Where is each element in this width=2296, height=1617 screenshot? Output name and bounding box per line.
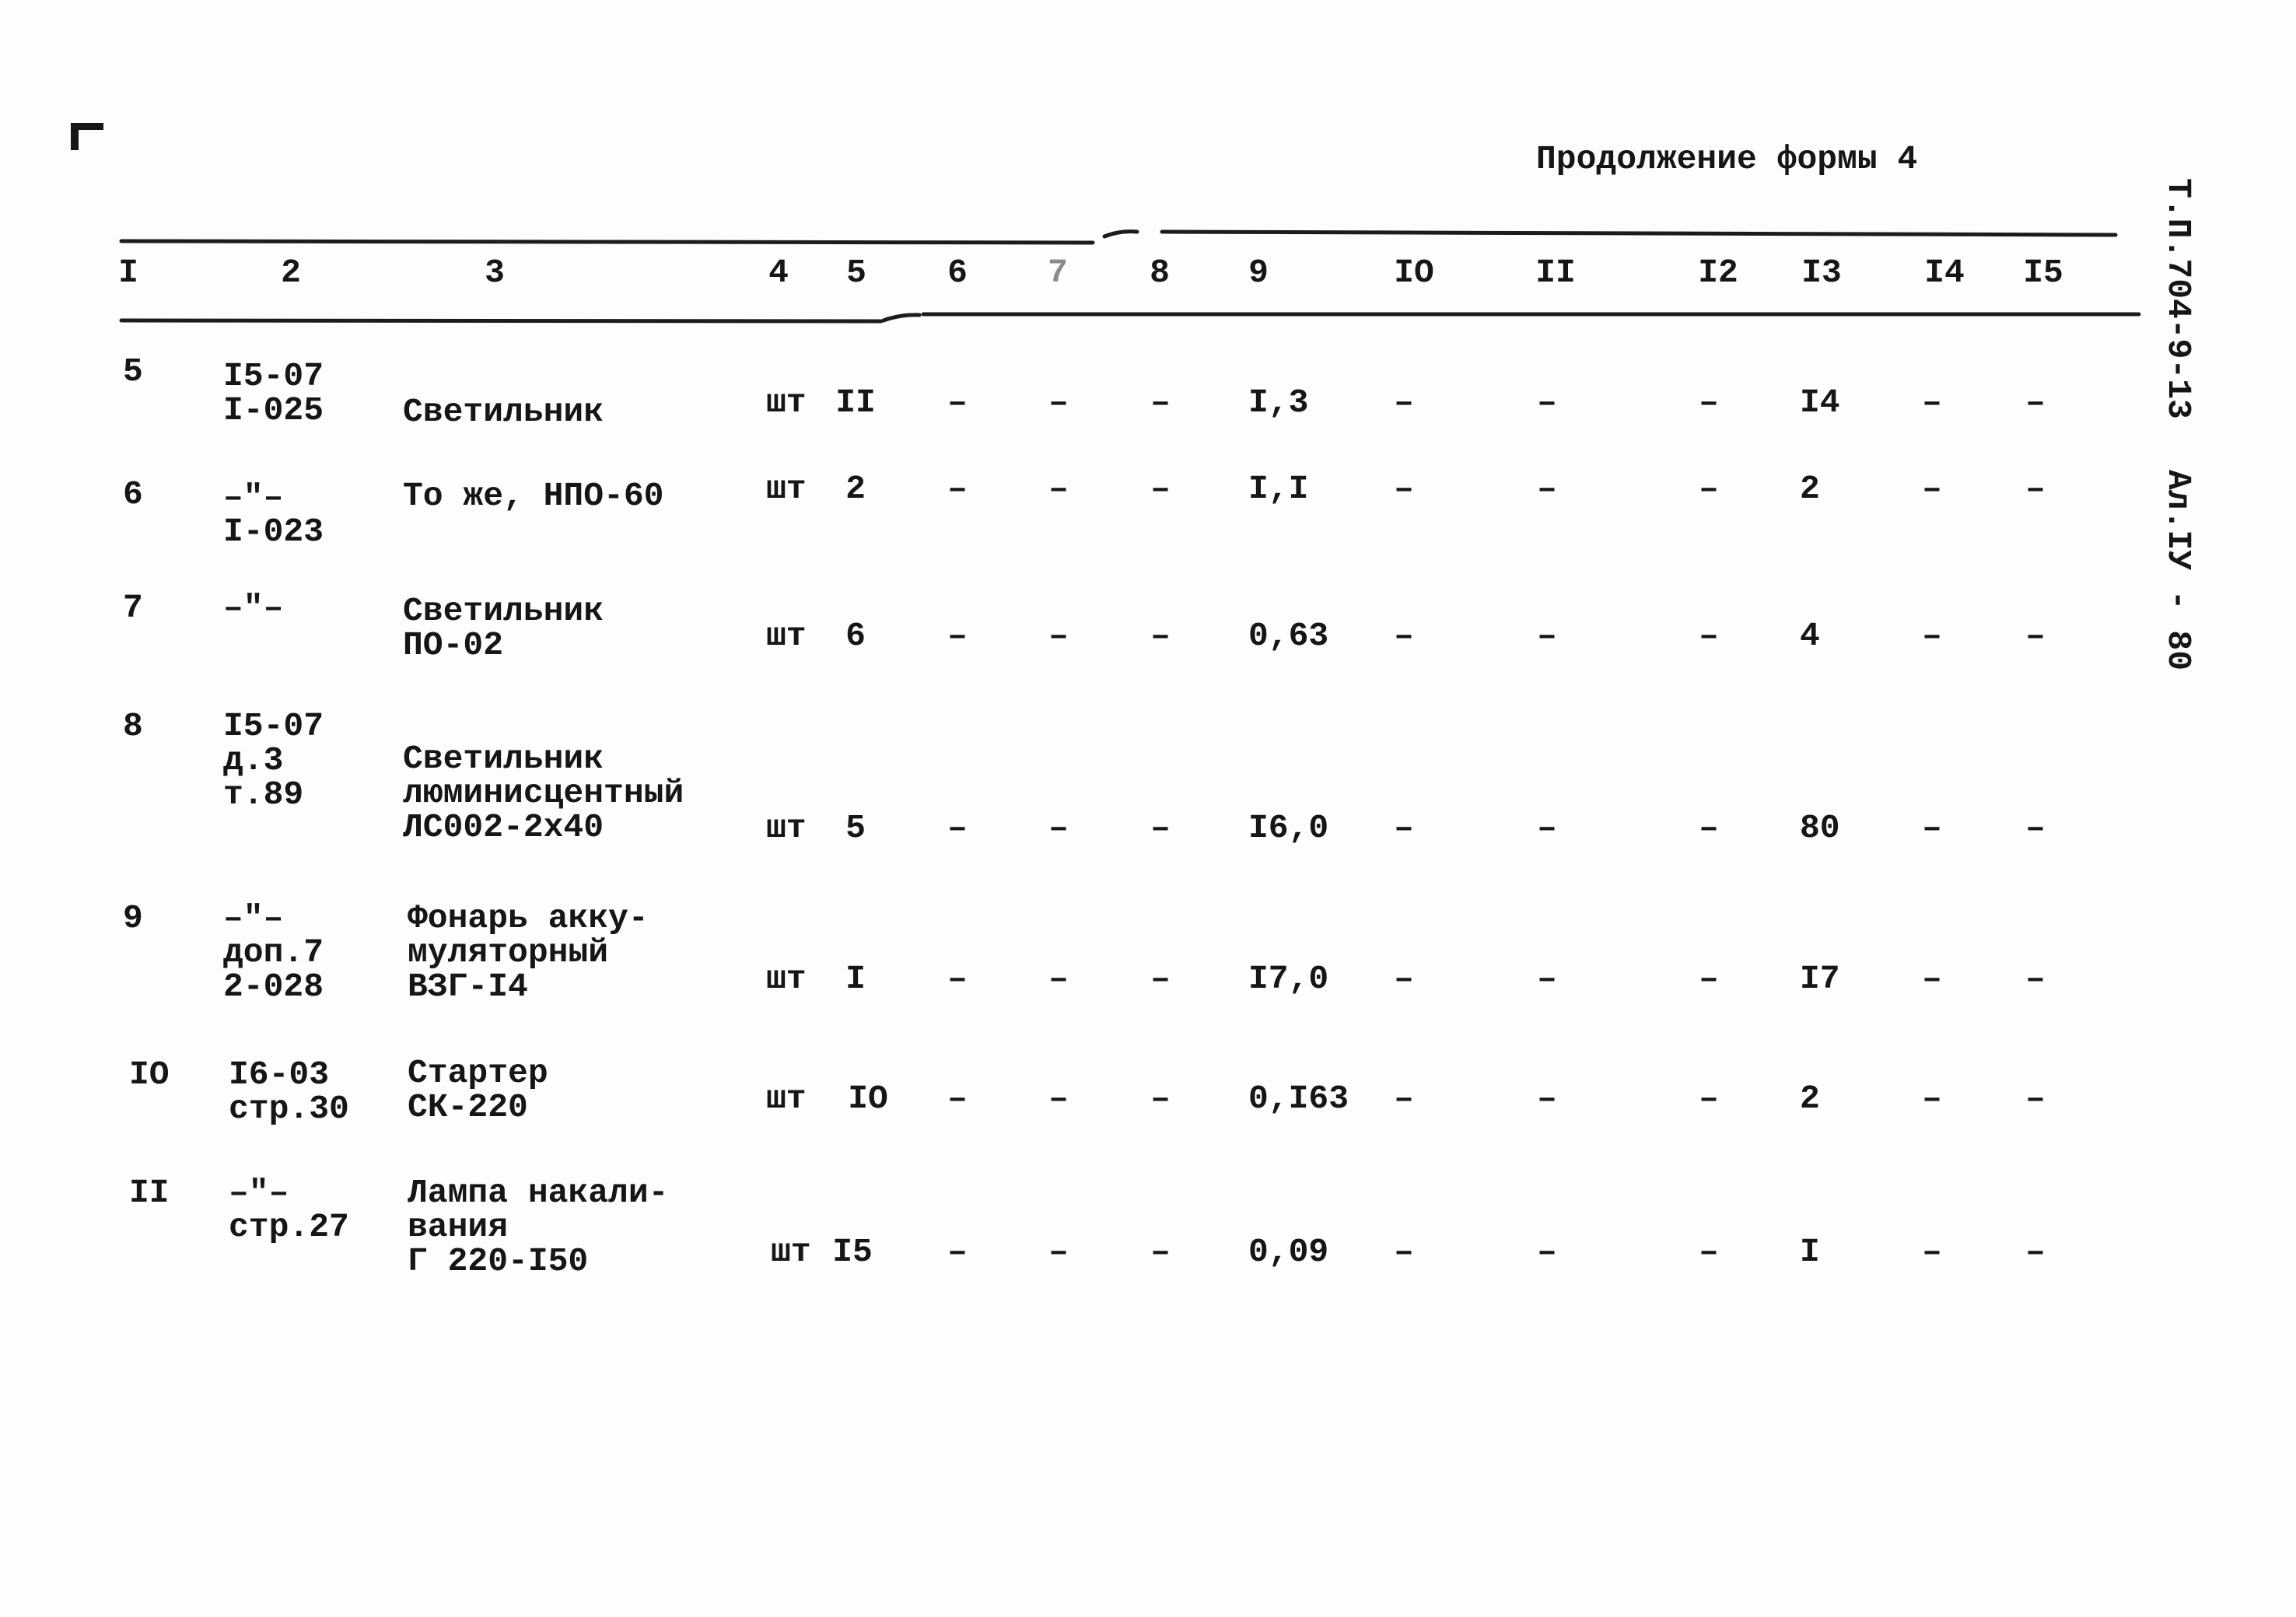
col-7-cell: – bbox=[1048, 960, 1069, 998]
col-10-cell: – bbox=[1394, 1080, 1414, 1118]
reference-line: I5-07 bbox=[223, 357, 324, 395]
reference-line: I-023 bbox=[223, 513, 324, 551]
item-name-line: То же, НПО-60 bbox=[403, 477, 664, 515]
reference-line: I6-03 bbox=[229, 1055, 330, 1094]
reference-line: т.89 bbox=[223, 775, 304, 814]
col-13-cell: 80 bbox=[1800, 809, 1840, 847]
reference-line: стр.27 bbox=[229, 1208, 349, 1246]
reference-line: доп.7 bbox=[223, 933, 324, 971]
col-13-cell: 2 bbox=[1800, 470, 1820, 508]
quantity-cell: 5 bbox=[845, 809, 866, 847]
quantity-cell: 6 bbox=[845, 617, 866, 655]
row-values bbox=[0, 619, 2296, 653]
col-6-cell: – bbox=[947, 960, 968, 998]
unit-cell: шт bbox=[771, 1233, 811, 1271]
header-top-rule bbox=[121, 241, 1093, 243]
header-col-14: I4 bbox=[1924, 254, 1965, 292]
col-14-cell: – bbox=[1922, 383, 1942, 422]
col-12-cell: – bbox=[1699, 383, 1719, 422]
reference-line: –"– bbox=[223, 589, 284, 627]
col-15-cell: – bbox=[2025, 960, 2046, 998]
col-10-cell: – bbox=[1394, 809, 1414, 847]
col-10-cell: – bbox=[1394, 1233, 1414, 1271]
col-11-cell: – bbox=[1537, 960, 1557, 998]
col-11-cell: – bbox=[1537, 1233, 1557, 1271]
row-values bbox=[0, 472, 2296, 506]
header-col-11: II bbox=[1535, 254, 1576, 292]
header-col-15: I5 bbox=[2023, 254, 2063, 292]
header-bottom-rule bbox=[121, 320, 881, 321]
col-9-cell: I,3 bbox=[1248, 383, 1309, 422]
col-14-cell: – bbox=[1922, 617, 1942, 655]
col-6-cell: – bbox=[947, 383, 968, 422]
col-12-cell: – bbox=[1699, 1080, 1719, 1118]
col-10-cell: – bbox=[1394, 617, 1414, 655]
col-13-cell: I7 bbox=[1800, 960, 1840, 998]
col-13-cell: I4 bbox=[1800, 383, 1840, 422]
col-9-cell: 0,63 bbox=[1248, 617, 1329, 655]
col-14-cell: – bbox=[1922, 1233, 1942, 1271]
header-col-4: 4 bbox=[768, 254, 789, 292]
col-10-cell: – bbox=[1394, 470, 1414, 508]
reference-line: I5-07 bbox=[223, 707, 324, 745]
header-col-2: 2 bbox=[281, 254, 301, 292]
quantity-cell: II bbox=[835, 383, 876, 422]
col-6-cell: – bbox=[947, 1233, 968, 1271]
row-values bbox=[0, 962, 2296, 996]
col-7-cell: – bbox=[1048, 1080, 1069, 1118]
col-11-cell: – bbox=[1537, 383, 1557, 422]
unit-cell: шт bbox=[766, 960, 807, 998]
col-6-cell: – bbox=[947, 809, 968, 847]
col-7-cell: – bbox=[1048, 809, 1069, 847]
row-values bbox=[0, 383, 2296, 422]
item-name-line: ВЗГ-I4 bbox=[408, 968, 528, 1006]
row-values bbox=[0, 1235, 2296, 1269]
unit-cell: шт bbox=[766, 809, 807, 847]
col-7-cell: – bbox=[1048, 470, 1069, 508]
col-12-cell: – bbox=[1699, 960, 1719, 998]
col-9-cell: I6,0 bbox=[1248, 809, 1329, 847]
header-col-10: IO bbox=[1394, 254, 1434, 292]
col-10-cell: – bbox=[1394, 383, 1414, 422]
header-col-1: I bbox=[118, 254, 138, 292]
sheet-number-label: Ал.IУ - 80 bbox=[2159, 469, 2197, 671]
item-name-line: Светильник bbox=[403, 393, 604, 431]
item-name-line: Фонарь акку- bbox=[408, 899, 649, 937]
reference-line: стр.30 bbox=[229, 1090, 349, 1128]
col-7-cell: – bbox=[1048, 383, 1069, 422]
col-15-cell: – bbox=[2025, 617, 2046, 655]
row-values bbox=[0, 808, 2296, 847]
col-9-cell: 0,09 bbox=[1248, 1233, 1329, 1271]
reference-cell bbox=[223, 709, 324, 812]
header-col-13: I3 bbox=[1801, 254, 1842, 292]
row-number: 5 bbox=[123, 352, 143, 390]
reference-cell bbox=[229, 1176, 349, 1244]
header-top-rule bbox=[1162, 232, 2116, 235]
col-8-cell: – bbox=[1150, 1080, 1171, 1118]
header-bottom-rule-joint bbox=[884, 315, 919, 320]
quantity-cell: IO bbox=[848, 1080, 888, 1118]
row-number: 8 bbox=[123, 707, 143, 745]
col-6-cell: – bbox=[947, 617, 968, 655]
col-8-cell: – bbox=[1150, 960, 1171, 998]
col-14-cell: – bbox=[1922, 809, 1942, 847]
col-15-cell: – bbox=[2025, 383, 2046, 422]
unit-cell: шт bbox=[766, 383, 807, 422]
col-12-cell: – bbox=[1699, 809, 1719, 847]
item-name-line: Светильник bbox=[403, 592, 604, 630]
col-7-cell: – bbox=[1048, 1233, 1069, 1271]
row-number: 9 bbox=[123, 899, 143, 937]
item-name-line: ПО-02 bbox=[403, 626, 504, 664]
header-col-9: 9 bbox=[1248, 254, 1269, 292]
col-8-cell: – bbox=[1150, 383, 1171, 422]
header-col-7: 7 bbox=[1048, 254, 1068, 292]
item-name-line: Светильник bbox=[403, 740, 604, 778]
item-name-line: мулятoрный bbox=[408, 933, 609, 971]
item-name-line: люминисцентный bbox=[403, 774, 684, 812]
col-11-cell: – bbox=[1537, 617, 1557, 655]
col-8-cell: – bbox=[1150, 809, 1171, 847]
col-13-cell: 2 bbox=[1800, 1080, 1820, 1118]
item-name-line: СК-220 bbox=[408, 1088, 528, 1126]
col-6-cell: – bbox=[947, 470, 968, 508]
col-12-cell: – bbox=[1699, 1233, 1719, 1271]
col-14-cell: – bbox=[1922, 470, 1942, 508]
col-9-cell: 0,I63 bbox=[1248, 1080, 1349, 1118]
col-10-cell: – bbox=[1394, 960, 1414, 998]
reference-line: I-025 bbox=[223, 391, 324, 429]
col-9-cell: I7,0 bbox=[1248, 960, 1329, 998]
row-number: 6 bbox=[123, 475, 143, 513]
col-8-cell: – bbox=[1150, 470, 1171, 508]
col-13-cell: 4 bbox=[1800, 617, 1820, 655]
header-top-rule-joint bbox=[1104, 232, 1137, 236]
col-14-cell: – bbox=[1922, 1080, 1942, 1118]
quantity-cell: I bbox=[845, 960, 866, 998]
col-11-cell: – bbox=[1537, 470, 1557, 508]
header-col-12: I2 bbox=[1698, 254, 1738, 292]
row-number: 7 bbox=[123, 589, 143, 627]
reference-line: –"– bbox=[229, 1174, 289, 1212]
quantity-cell: 2 bbox=[845, 470, 866, 508]
reference-line: –"– bbox=[223, 899, 284, 937]
col-14-cell: – bbox=[1922, 960, 1942, 998]
document-code-label: Т.П.704-9-13 bbox=[2159, 178, 2197, 419]
col-7-cell: – bbox=[1048, 617, 1069, 655]
header-col-8: 8 bbox=[1150, 254, 1170, 292]
table-header bbox=[0, 256, 2296, 290]
col-11-cell: – bbox=[1537, 809, 1557, 847]
col-8-cell: – bbox=[1150, 617, 1171, 655]
col-15-cell: – bbox=[2025, 809, 2046, 847]
col-6-cell: – bbox=[947, 1080, 968, 1118]
reference-line: –"– bbox=[223, 478, 284, 516]
item-name-line: вания bbox=[408, 1208, 509, 1246]
reference-line: д.3 bbox=[223, 741, 284, 779]
col-9-cell: I,I bbox=[1248, 470, 1309, 508]
col-15-cell: – bbox=[2025, 1233, 2046, 1271]
col-8-cell: – bbox=[1150, 1233, 1171, 1271]
col-15-cell: – bbox=[2025, 470, 2046, 508]
col-12-cell: – bbox=[1699, 617, 1719, 655]
col-11-cell: – bbox=[1537, 1080, 1557, 1118]
col-12-cell: – bbox=[1699, 470, 1719, 508]
unit-cell: шт bbox=[766, 470, 807, 508]
unit-cell: шт bbox=[766, 1080, 807, 1118]
header-col-3: 3 bbox=[485, 254, 505, 292]
item-name-line: Лампа накали- bbox=[408, 1174, 669, 1212]
item-name-line: Г 220-I50 bbox=[408, 1242, 589, 1280]
item-name-line: ЛС002-2х40 bbox=[403, 808, 604, 846]
unit-cell: шт bbox=[766, 617, 807, 655]
item-name-line: Стартер bbox=[408, 1054, 548, 1092]
header-col-6: 6 bbox=[947, 254, 968, 292]
col-13-cell: I bbox=[1800, 1233, 1820, 1271]
col-15-cell: – bbox=[2025, 1080, 2046, 1118]
row-number: IO bbox=[129, 1055, 170, 1094]
header-col-5: 5 bbox=[846, 254, 866, 292]
reference-line: 2-028 bbox=[223, 968, 324, 1006]
quantity-cell: I5 bbox=[832, 1233, 873, 1271]
form-caption: Продолжение формы 4 bbox=[1536, 140, 1918, 178]
row-number: II bbox=[129, 1174, 170, 1212]
row-values bbox=[0, 1082, 2296, 1116]
